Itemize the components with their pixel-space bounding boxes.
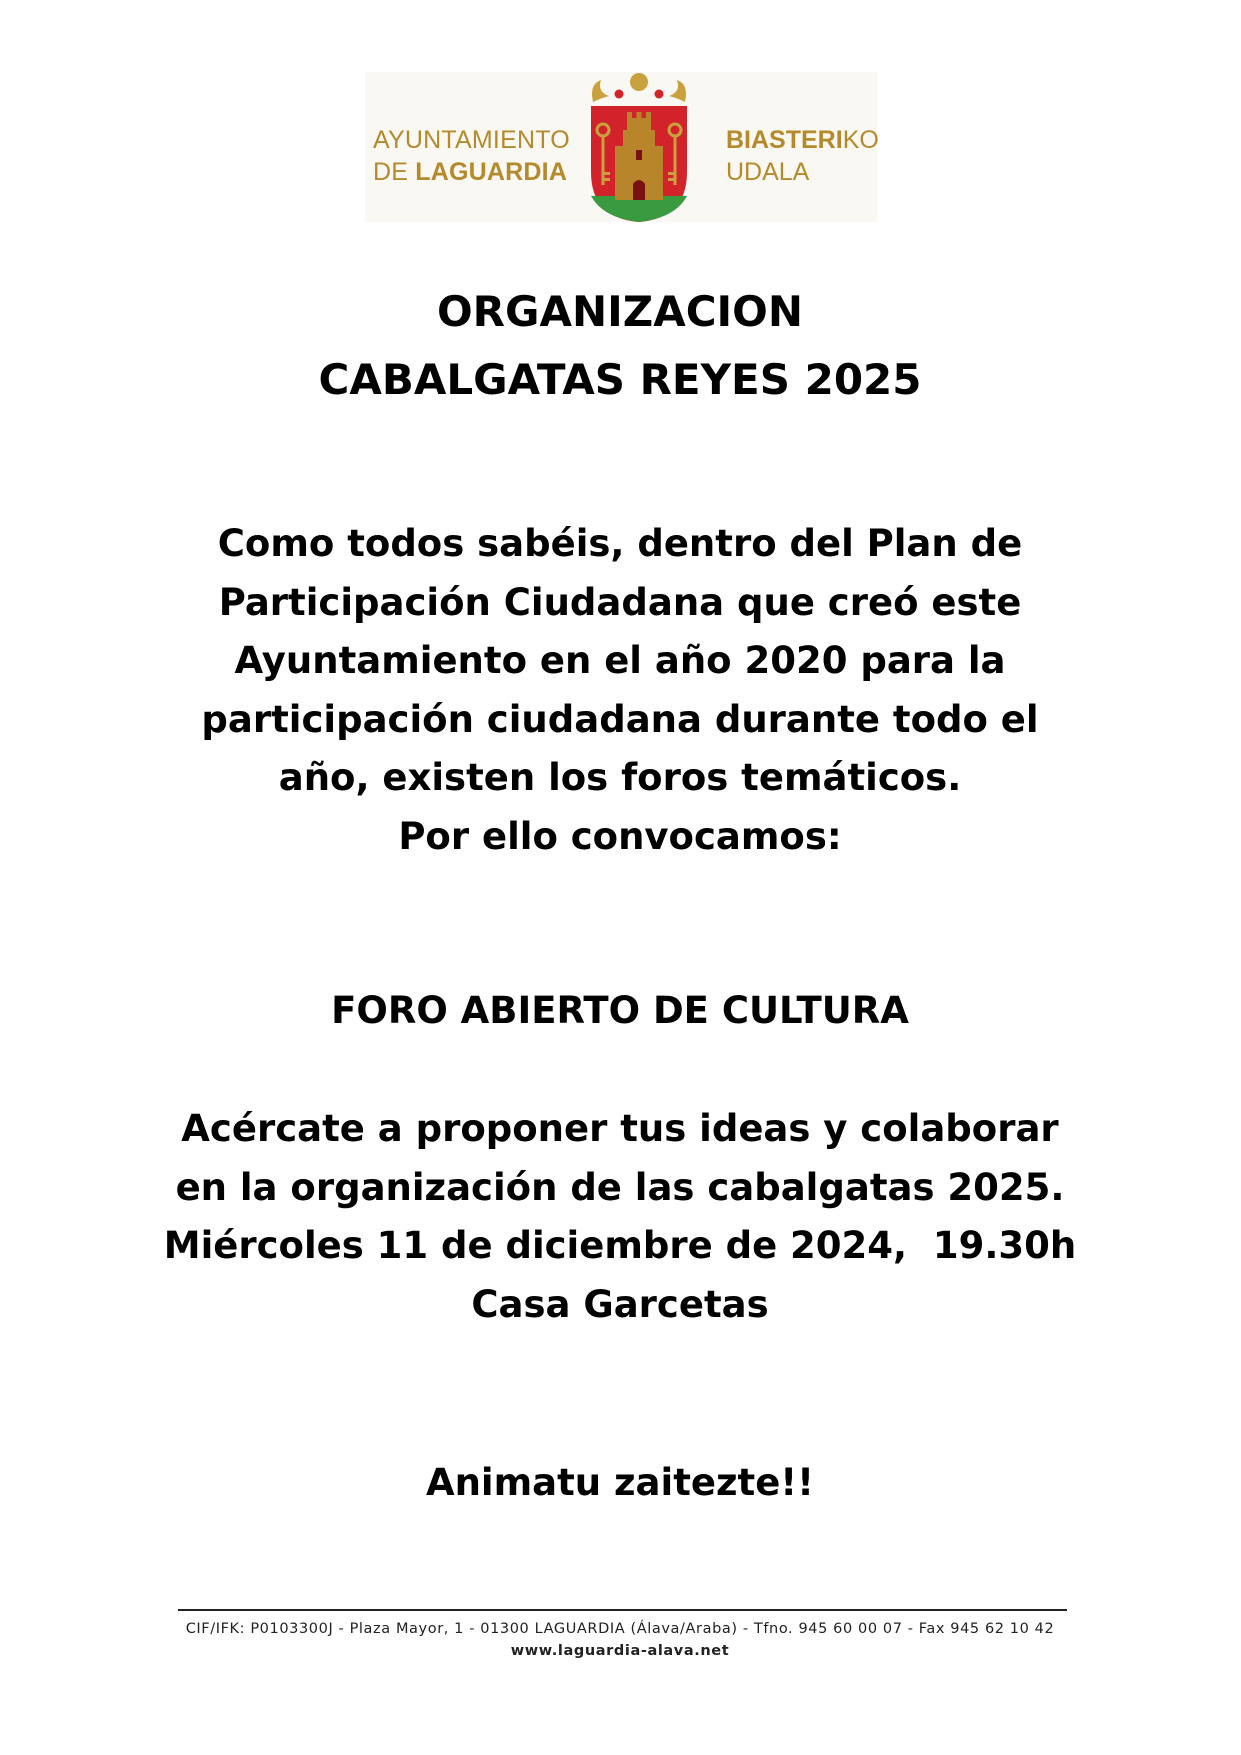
intro-line: participación ciudadana durante todo el [201, 697, 1039, 741]
logo-left-line2 [373, 156, 573, 188]
crown-right-leaf [669, 80, 686, 102]
logo-right-strong: BIASTERI [726, 126, 843, 154]
castle-side-right [653, 146, 663, 200]
details-date-line: Miércoles 11 de diciembre de 2024, 19.30h [163, 1224, 1077, 1267]
intro-line: Por ello convocamos: [398, 814, 842, 858]
crown-gem-left [615, 90, 624, 99]
details-venue-line: Casa Garcetas [471, 1282, 769, 1326]
footer-contact: CIF/IFK: P0103300J - Plaza Mayor, 1 - 01300 LAGUARDIA (Álava/Araba) - Tfno. 945 60 00 07 - Fax 945 62 10 42 [185, 1621, 1055, 1637]
crown-gem-right [655, 90, 664, 99]
intro-line: Ayuntamiento en el año 2020 para la [234, 639, 1006, 682]
title-line-2: CABALGATAS REYES 2025 [318, 355, 922, 404]
logo-left-line1: AYUNTAMIENTO [373, 126, 570, 154]
footer-divider [178, 1609, 1067, 1611]
intro-paragraph [120, 515, 1120, 866]
castle-top [627, 118, 651, 132]
logo-left-prefix: DE [373, 158, 416, 186]
intro-line: año, existen los foros temáticos. [278, 756, 962, 799]
title-line-1: ORGANIZACION [436, 287, 804, 336]
logo-text-spanish [373, 124, 573, 188]
logo-right-rest: KO [842, 126, 879, 154]
castle-window [636, 150, 642, 160]
logo-text-basque [726, 124, 896, 188]
castle-merlon-1 [627, 112, 632, 119]
castle-side-left [615, 146, 625, 200]
footer-website-link[interactable]: www.laguardia-alava.net [510, 1643, 730, 1659]
castle-door [633, 180, 645, 200]
crown-left-leaf [592, 80, 609, 102]
logo-left-strong: LAGUARDIA [415, 158, 568, 186]
forum-heading-text: FORO ABIERTO DE CULTURA [331, 989, 909, 1032]
details-line: Acércate a proponer tus ideas y colaborar [181, 1107, 1059, 1150]
castle-merlon-3 [646, 112, 651, 119]
intro-line: Participación Ciudadana que creó este [218, 580, 1022, 624]
logo-right-line1 [726, 124, 896, 156]
coat-of-arms-icon [587, 72, 691, 222]
closing-message [120, 1454, 1120, 1512]
event-details [120, 1100, 1120, 1334]
crown-orb [630, 73, 648, 91]
forum-heading [120, 982, 1120, 1040]
document-title [120, 278, 1120, 414]
closing-text: Animatu zaitezte!! [425, 1461, 815, 1504]
intro-line: Como todos sabéis, dentro del Plan de [217, 522, 1023, 565]
logo-right-line2: UDALA [726, 158, 810, 186]
castle-merlon-2 [637, 112, 642, 119]
details-line: en la organización de las cabalgatas 2025. [175, 1165, 1065, 1209]
